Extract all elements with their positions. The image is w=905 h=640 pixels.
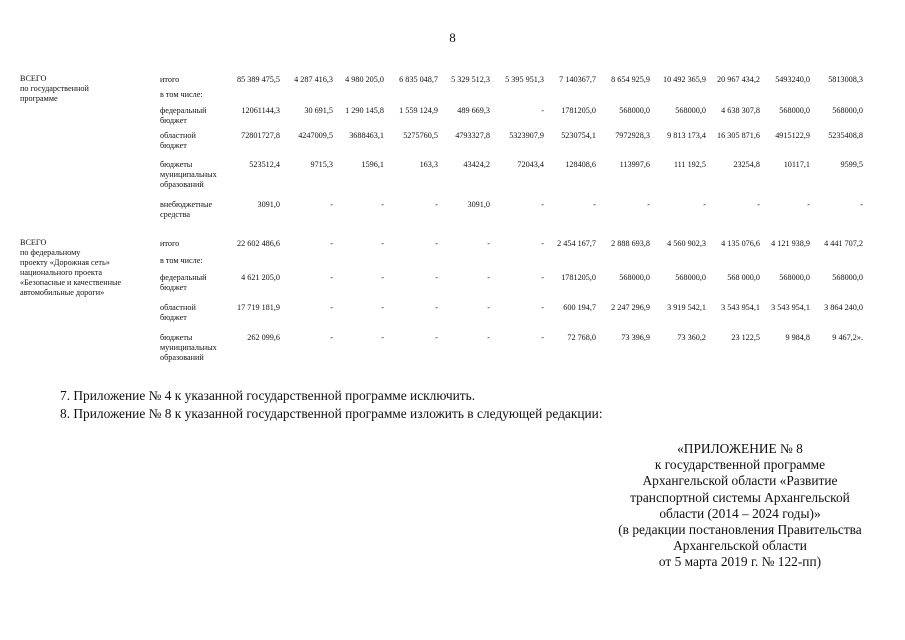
table-cell: 128408,6: [565, 160, 596, 169]
table-cell: 3 864 240,0: [824, 303, 863, 312]
table-cell: 23254,8: [733, 160, 760, 169]
table-cell: 7972928,3: [615, 131, 650, 140]
table-cell: 4 560 902,3: [667, 239, 706, 248]
table-cell: -: [381, 303, 384, 312]
table-cell: 5235408,8: [828, 131, 863, 140]
table-cell: -: [541, 106, 544, 115]
table-cell: 7 140367,7: [559, 75, 596, 84]
table-cell: 4 121 938,9: [771, 239, 810, 248]
table-cell: 9 813 173,4: [667, 131, 706, 140]
table-cell: 262 099,6: [247, 333, 280, 342]
table-cell: 568000,0: [619, 106, 650, 115]
table-cell: -: [647, 200, 650, 209]
table-cell: 5 395 951,3: [505, 75, 544, 84]
table-cell: 1781205,0: [561, 273, 596, 282]
table-cell: 9 984,8: [785, 333, 810, 342]
table-cell: 23 122,5: [731, 333, 760, 342]
table-cell: 12061144,3: [241, 106, 280, 115]
table-cell: 3 543 954,1: [771, 303, 810, 312]
table-cell: 6 835 048,7: [399, 75, 438, 84]
table-cell: 9599,5: [840, 160, 863, 169]
row-label-federal: федеральный бюджет: [160, 106, 207, 125]
table-cell: 568000,0: [779, 106, 810, 115]
table-cell: 568000,0: [675, 273, 706, 282]
table-cell: -: [487, 333, 490, 342]
table-cell: 3091,0: [467, 200, 490, 209]
table-cell: 4 287 416,3: [294, 75, 333, 84]
table-cell: 113997,6: [619, 160, 650, 169]
table-cell: 73 396,9: [621, 333, 650, 342]
table-cell: 2 247 296,9: [611, 303, 650, 312]
table-cell: 22 602 486,6: [237, 239, 280, 248]
table-cell: 523512,4: [249, 160, 280, 169]
group-label-federal-project: ВСЕГО по федеральному проекту «Дорожная сеть» национального проекта «Безопасные и качественные автомобильные дороги»: [20, 238, 122, 297]
table-cell: -: [487, 239, 490, 248]
table-cell: -: [435, 200, 438, 209]
table-cell: -: [330, 303, 333, 312]
table-cell: 111 192,5: [673, 160, 706, 169]
table-cell: 3 919 542,1: [667, 303, 706, 312]
table-cell: -: [330, 333, 333, 342]
table-cell: 17 719 181,9: [237, 303, 280, 312]
table-cell: -: [381, 273, 384, 282]
row-label-total: итого: [160, 239, 180, 248]
table-cell: 4793327,8: [455, 131, 490, 140]
row-label-federal: федеральный бюджет: [160, 273, 207, 292]
table-cell: 9 467,2».: [832, 333, 863, 342]
row-label-including: в том числе:: [160, 90, 203, 99]
table-cell: -: [703, 200, 706, 209]
table-cell: -: [541, 239, 544, 248]
table-cell: -: [541, 273, 544, 282]
table-cell: 9715,3: [310, 160, 333, 169]
table-cell: 4 441 707,2: [824, 239, 863, 248]
table-cell: 5493240,0: [775, 75, 810, 84]
table-cell: 3091,0: [257, 200, 280, 209]
table-cell: 568000,0: [779, 273, 810, 282]
table-cell: 1 559 124,9: [399, 106, 438, 115]
table-cell: -: [541, 303, 544, 312]
table-cell: -: [593, 200, 596, 209]
row-label-regional: областной бюджет: [160, 303, 196, 322]
table-cell: -: [381, 333, 384, 342]
table-cell: 85 389 475,5: [237, 75, 280, 84]
table-cell: 568000,0: [675, 106, 706, 115]
row-label-total: итого: [160, 75, 180, 84]
table-cell: 5275760,5: [403, 131, 438, 140]
table-cell: 4247009,5: [298, 131, 333, 140]
row-label-regional: областной бюджет: [160, 131, 196, 150]
table-cell: 20 967 434,2: [717, 75, 760, 84]
table-cell: -: [435, 239, 438, 248]
row-label-extrabudgetary: внебюджетные средства: [160, 200, 213, 219]
table-cell: 30 691,5: [304, 106, 333, 115]
table-cell: 5230754,1: [561, 131, 596, 140]
table-cell: 2 454 167,7: [557, 239, 596, 248]
table-cell: -: [435, 303, 438, 312]
table-cell: 600 194,7: [563, 303, 596, 312]
table-cell: 163,3: [419, 160, 438, 169]
table-cell: -: [541, 200, 544, 209]
table-cell: 489 669,3: [457, 106, 490, 115]
paragraph-item-7: 7. Приложение № 4 к указанной государственной программе исключить.: [60, 388, 476, 403]
table-cell: 4 980 205,0: [345, 75, 384, 84]
table-cell: 5813008,3: [828, 75, 863, 84]
table-cell: 72043,4: [517, 160, 544, 169]
row-label-municipal: бюджеты муниципальных образований: [160, 160, 217, 189]
table-cell: -: [330, 273, 333, 282]
table-cell: -: [381, 200, 384, 209]
table-cell: 43424,2: [463, 160, 490, 169]
appendix-header: «ПРИЛОЖЕНИЕ № 8 к государственной программе Архангельской области «Развитие транспортной системы Архангельской области (2014 – 2024 годы)» (в редакции постановления Правительства Архангельской области от 5 марта 2019 г. № 122-пп): [618, 441, 862, 570]
table-cell: 4 621 205,0: [241, 273, 280, 282]
table-cell: 10 492 365,9: [663, 75, 706, 84]
table-cell: -: [330, 200, 333, 209]
table-cell: 5323907,9: [509, 131, 544, 140]
table-cell: 4 135 076,6: [721, 239, 760, 248]
row-label-including: в том числе:: [160, 256, 203, 265]
table-cell: 72801727,8: [241, 131, 280, 140]
table-cell: -: [381, 239, 384, 248]
table-cell: 8 654 925,9: [611, 75, 650, 84]
table-cell: -: [541, 333, 544, 342]
paragraph-item-8: 8. Приложение № 8 к указанной государственной программе изложить в следующей редакции:: [60, 406, 603, 421]
table-cell: 568 000,0: [727, 273, 760, 282]
table-cell: 5 329 512,3: [451, 75, 490, 84]
table-cell: 568000,0: [619, 273, 650, 282]
table-cell: -: [807, 200, 810, 209]
table-cell: -: [435, 273, 438, 282]
table-cell: 10117,1: [783, 160, 810, 169]
table-cell: 4 638 307,8: [721, 106, 760, 115]
table-cell: 1781205,0: [561, 106, 596, 115]
table-cell: -: [487, 303, 490, 312]
table-cell: 3 543 954,1: [721, 303, 760, 312]
table-cell: -: [757, 200, 760, 209]
table-cell: 568000,0: [832, 273, 863, 282]
table-cell: 4915122,9: [775, 131, 810, 140]
table-cell: 3688463,1: [349, 131, 384, 140]
group-label-program-total: ВСЕГО по государственной программе: [20, 74, 89, 103]
table-cell: 73 360,2: [677, 333, 706, 342]
table-cell: -: [330, 239, 333, 248]
table-cell: -: [487, 273, 490, 282]
table-cell: 72 768,0: [567, 333, 596, 342]
row-label-municipal: бюджеты муниципальных образований: [160, 333, 217, 362]
table-cell: 568000,0: [832, 106, 863, 115]
table-cell: 1596,1: [361, 160, 384, 169]
table-cell: -: [435, 333, 438, 342]
table-cell: -: [860, 200, 863, 209]
table-cell: 1 290 145,8: [345, 106, 384, 115]
page-number: 8: [449, 30, 456, 45]
table-cell: 2 888 693,8: [611, 239, 650, 248]
table-cell: 16 305 871,6: [717, 131, 760, 140]
